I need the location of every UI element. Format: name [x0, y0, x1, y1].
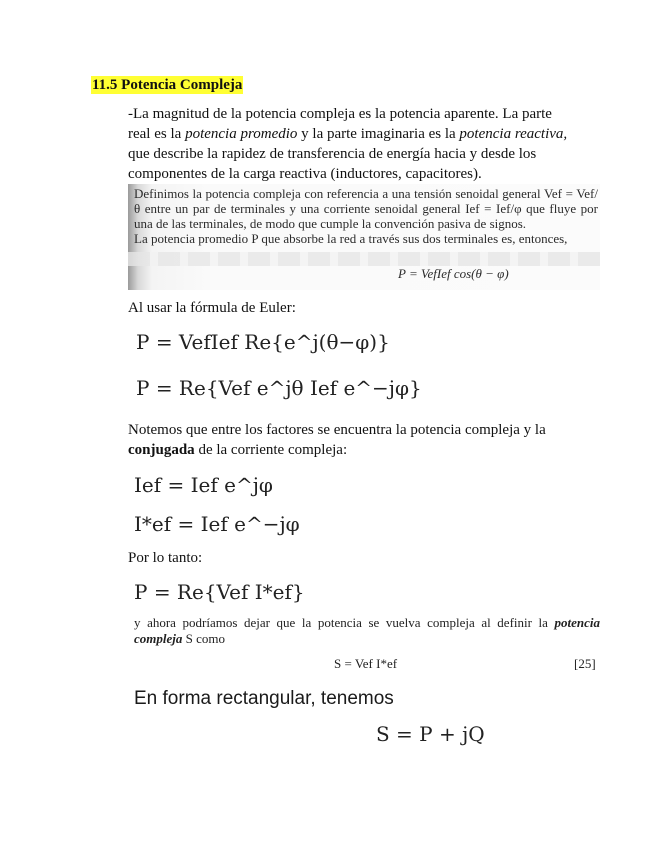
intro-text-2: y la parte imaginaria es la — [297, 126, 460, 142]
note-text-1: Notemos que entre los factores se encuentra la potencia compleja y la — [128, 422, 546, 438]
intro-paragraph — [128, 104, 568, 184]
scan-line-1: Definimos la potencia compleja con referencia a una tensión senoidal general V — [134, 186, 552, 201]
equation-7: S = P + jQ — [376, 722, 485, 746]
note-term-conjugate: conjugada — [128, 442, 195, 458]
euler-label: Al usar la fórmula de Euler: — [128, 300, 296, 316]
scan-line-1b: ef = Vef/θ entre un par de terminales y una corriente senoidal general Ief = Ief/φ que fluye por una de las terminales, de modo que cumple la convención pasiva de signos. — [134, 186, 598, 231]
equation-3: Ief = Ief e^jφ — [134, 473, 273, 497]
scan-formula: P = VefIef cos(θ − φ) — [398, 266, 509, 281]
scan-line-2: La potencia promedio P que absorbe la red a través sus dos terminales es, entonces, — [134, 231, 568, 246]
equation-2: P = Re{Vef e^jθ Ief e^−jφ} — [136, 376, 422, 400]
intro-term-average: potencia promedio — [185, 126, 298, 142]
rect-label: En forma rectangular, tenemos — [134, 688, 394, 709]
equation-6: S = Vef I*ef — [334, 656, 398, 671]
complex-term: potencia compleja — [134, 615, 600, 646]
note-text-2: de la corriente compleja: — [194, 442, 348, 458]
therefore-label: Por lo tanto: — [128, 550, 203, 566]
complex-text-1: y ahora podríamos dejar que la potencia se vuelva compleja al definir la — [134, 615, 555, 630]
equation-5: P = Re{Vef I*ef} — [134, 580, 305, 604]
equation-4: I*ef = Ief e^−jφ — [134, 512, 300, 536]
equation-1: P = VefIef Re{e^j(θ−φ)} — [136, 330, 390, 354]
equation-6-number: [25] — [574, 656, 596, 671]
intro-term-reactive: potencia reactiva, — [459, 126, 568, 142]
complex-definition — [134, 615, 600, 647]
intro-text-1: -La magnitud de la potencia compleja es la potencia aparente. La parte real es la — [128, 106, 552, 142]
complex-text-2: S como — [182, 631, 226, 646]
intro-text-3: que describe la rapidez de transferencia de energía hacia y desde los componentes de la carga reactiva (inductores, capacitores). — [128, 146, 537, 182]
section-heading: 11.5 Potencia Compleja — [92, 77, 243, 93]
scan-blurred-line — [128, 252, 600, 266]
conjugate-note — [128, 420, 568, 460]
scanned-excerpt — [128, 184, 600, 290]
